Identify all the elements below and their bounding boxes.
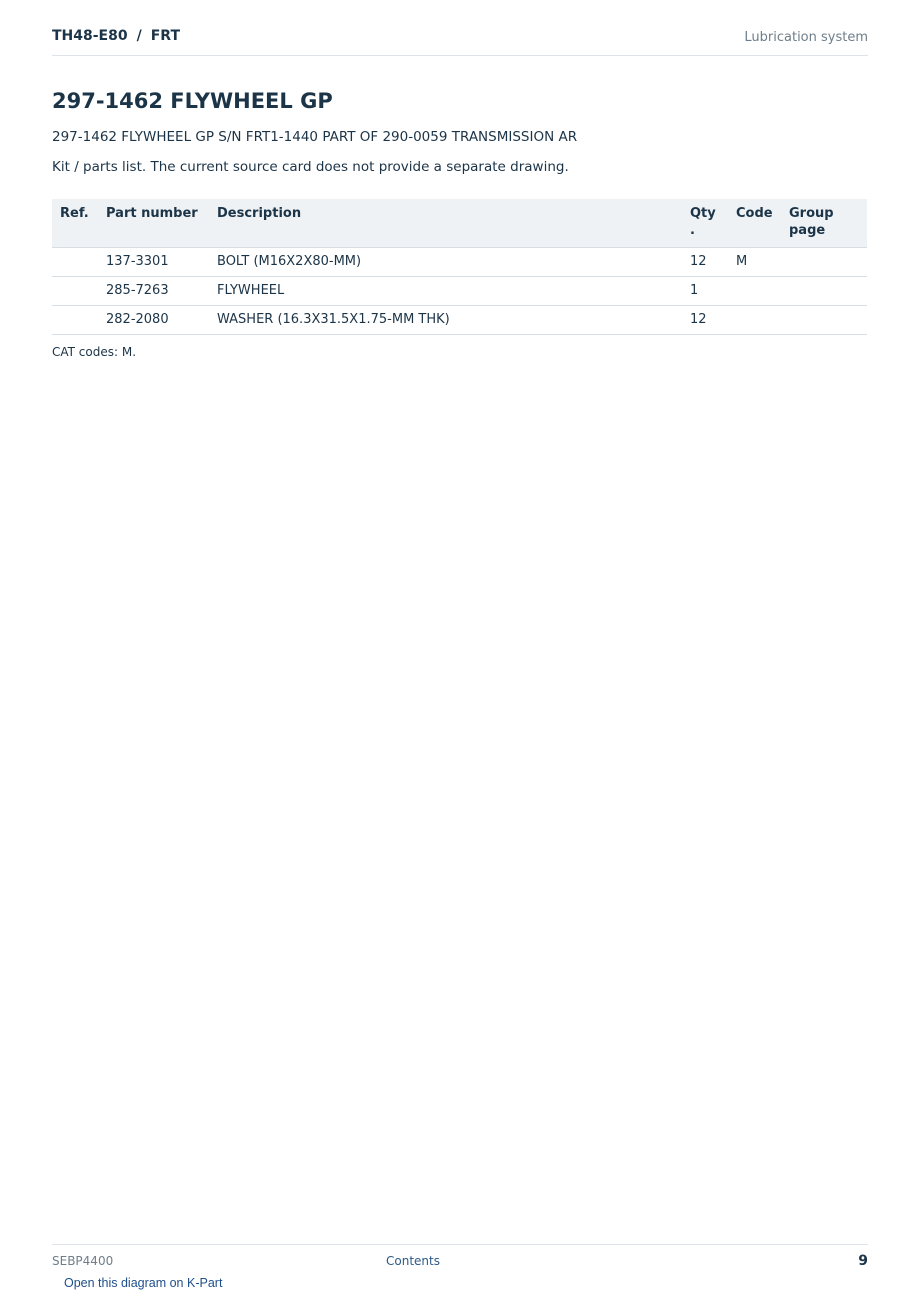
cell-description: BOLT (M16X2X80-MM): [209, 248, 682, 277]
cell-code: [728, 306, 781, 335]
cell-code: [728, 277, 781, 306]
column-header-description: Description: [209, 199, 682, 248]
table-row: [52, 277, 867, 306]
column-header-code: Code: [728, 199, 781, 248]
parts-table: [52, 199, 867, 335]
cell-qty: 12: [682, 306, 728, 335]
cell-group-page: [781, 306, 867, 335]
cell-ref: [52, 306, 98, 335]
table-row: [52, 248, 867, 277]
table-row: [52, 306, 867, 335]
cell-code: M: [728, 248, 781, 277]
column-header-ref: Ref.: [52, 199, 98, 248]
cell-description: FLYWHEEL: [209, 277, 682, 306]
header-section: Lubrication system: [744, 30, 868, 45]
header-separator: /: [136, 28, 142, 44]
cell-group-page: [781, 277, 867, 306]
footer-doc-id: SEBP4400: [52, 1254, 114, 1268]
page-number: 9: [858, 1253, 868, 1269]
column-header-part-number: Part number: [98, 199, 209, 248]
page-header: [52, 28, 868, 56]
header-model: TH48-E80: [52, 28, 128, 44]
cell-group-page: [781, 248, 867, 277]
table-header-row: [52, 199, 867, 248]
kpart-link[interactable]: Open this diagram on K-Part: [64, 1276, 223, 1290]
page-title: 297-1462 FLYWHEEL GP: [52, 89, 333, 113]
cell-part-number: 282-2080: [98, 306, 209, 335]
header-serial-prefix: FRT: [150, 28, 180, 44]
cell-part-number: 137-3301: [98, 248, 209, 277]
header-model-serial: [52, 28, 180, 44]
cell-ref: [52, 277, 98, 306]
page-footer: [52, 1244, 868, 1269]
contents-link[interactable]: Contents: [386, 1254, 440, 1268]
cell-description: WASHER (16.3X31.5X1.75-MM THK): [209, 306, 682, 335]
page-note: Kit / parts list. The current source card does not provide a separate drawing.: [52, 159, 569, 175]
cell-part-number: 285-7263: [98, 277, 209, 306]
cell-qty: 12: [682, 248, 728, 277]
cell-qty: 1: [682, 277, 728, 306]
page-subtitle: 297-1462 FLYWHEEL GP S/N FRT1-1440 PART OF 290-0059 TRANSMISSION AR: [52, 129, 578, 145]
column-header-group-page: Group page: [781, 199, 867, 248]
cell-ref: [52, 248, 98, 277]
cat-codes-note: CAT codes: M.: [52, 345, 137, 359]
column-header-qty: Qty .: [682, 199, 728, 248]
